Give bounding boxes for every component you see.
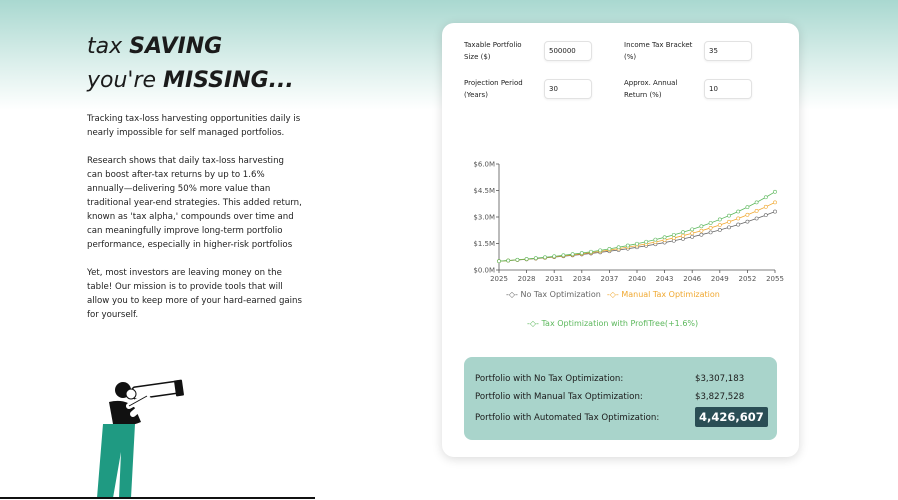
series-point [709,231,712,234]
x-tick-label: 2031 [545,275,564,283]
x-tick-label: 2028 [517,275,536,283]
series-point [507,259,510,262]
legend-marker-icon: -◇- [606,290,619,299]
headline-bold-1: SAVING [129,34,223,59]
series-point [553,255,556,258]
series-point [608,247,611,250]
legend-label: Tax Optimization with ProfiTree(+1.6%) [541,319,699,328]
series-point [525,257,528,260]
series-point [672,236,675,239]
series-line [499,212,775,262]
series-point [737,223,740,226]
series-point [681,237,684,240]
series-point [746,213,749,216]
legend-label: Manual Tax Optimization [621,290,720,299]
research-paragraph: Research shows that daily tax-loss harvesting can boost after-tax returns by up to 1.6% annually—delivering 50% more value than traditional year-end strategies. This added return, known as 'tax alpha,' compounds over time and can meaningfully improve long-term portfolio performance, especially in higher-risk portfolios [87,156,302,250]
series-point [543,256,546,259]
series-point [516,258,519,261]
y-tick-label: $4.5M [473,187,495,195]
series-point [700,229,703,232]
calculator-card [442,23,799,457]
series-point [718,223,721,226]
legend-item[interactable] [527,319,698,328]
chart-legend-row-1 [506,290,726,299]
series-point [654,238,657,241]
series-point [773,190,776,193]
series-point [755,217,758,220]
series-point [691,228,694,231]
series-point [635,242,638,245]
legend-item[interactable] [506,290,601,299]
y-tick-label: $6.0M [473,160,495,169]
series-point [534,257,537,260]
series-point [691,235,694,238]
legend-item[interactable] [607,290,720,299]
series-point [755,201,758,204]
series-point [626,244,629,247]
summary-panel [464,357,777,440]
summary-value-no-opt: $3,307,183 [695,374,745,384]
summary-value-auto: 4,426,607 [695,407,768,427]
series-point [700,225,703,228]
x-tick-label: 2052 [738,275,757,283]
series-point [718,218,721,221]
telescope-person-illustration [85,378,205,500]
series-point [727,226,730,229]
ground-line [0,497,315,499]
series-point [700,233,703,236]
series-point [599,249,602,252]
series-point [727,214,730,217]
x-tick-label: 2040 [628,275,646,283]
series-point [737,210,740,213]
series-point [589,250,592,253]
series-point [773,201,776,204]
series-point [764,196,767,199]
hero-section [87,30,302,322]
series-point [764,205,767,208]
series-point [746,206,749,209]
legend-marker-icon: -◇- [527,319,539,328]
series-point [755,209,758,212]
y-tick-label: $0.0M [473,266,495,275]
chart-legend-row-2 [527,319,704,328]
series-point [645,240,648,243]
series-point [571,253,574,256]
series-point [737,217,740,220]
intro-paragraph: Tracking tax-loss harvesting opportunities daily is nearly impossible for self managed portfolios. [87,114,301,138]
summary-label-auto: Portfolio with Automated Tax Optimization: [475,413,660,423]
summary-label-no-opt: Portfolio with No Tax Optimization: [475,374,624,384]
legend-label: No Tax Optimization [520,290,601,299]
tax-bracket-label: Income Tax Bracket (%) [624,41,693,61]
headline [87,30,302,98]
x-tick-label: 2043 [655,275,674,283]
x-tick-label: 2049 [710,275,729,283]
series-point [691,232,694,235]
portfolio-size-label: Taxable Portfolio Size ($) [464,41,522,61]
y-tick-label: $1.5M [473,240,495,248]
series-point [681,234,684,237]
projection-period-label: Projection Period (Years) [464,79,523,99]
headline-light-2: you're [87,68,164,93]
series-point [727,220,730,223]
headline-bold-2: MISSING... [163,68,294,93]
series-line [499,192,775,261]
series-point [663,236,666,239]
summary-value-manual: $3,827,528 [695,392,745,402]
series-point [709,221,712,224]
series-point [718,228,721,231]
series-point [764,214,767,217]
x-tick-label: 2046 [683,275,702,283]
legend-marker-icon: -◇- [506,290,518,299]
summary-label-manual: Portfolio with Manual Tax Optimization: [475,392,643,402]
x-tick-label: 2025 [490,275,508,283]
x-tick-label: 2055 [766,275,784,283]
y-tick-label: $3.0M [473,213,495,222]
headline-light-1: tax [87,34,130,59]
series-point [746,220,749,223]
series-point [562,254,565,257]
series-line [499,202,775,261]
series-point [681,231,684,234]
x-tick-label: 2037 [600,275,619,283]
series-point [709,226,712,229]
mission-paragraph: Yet, most investors are leaving money on the table! Our mission is to provide tools that will allow you to keep more of your hard-earned gains for yourself. [87,268,302,320]
series-point [672,233,675,236]
series-point [580,251,583,254]
annual-return-label: Approx. Annual Return (%) [624,79,678,99]
x-tick-label: 2034 [572,275,591,283]
series-point [773,210,776,213]
series-point [497,260,500,263]
series-point [617,246,620,249]
